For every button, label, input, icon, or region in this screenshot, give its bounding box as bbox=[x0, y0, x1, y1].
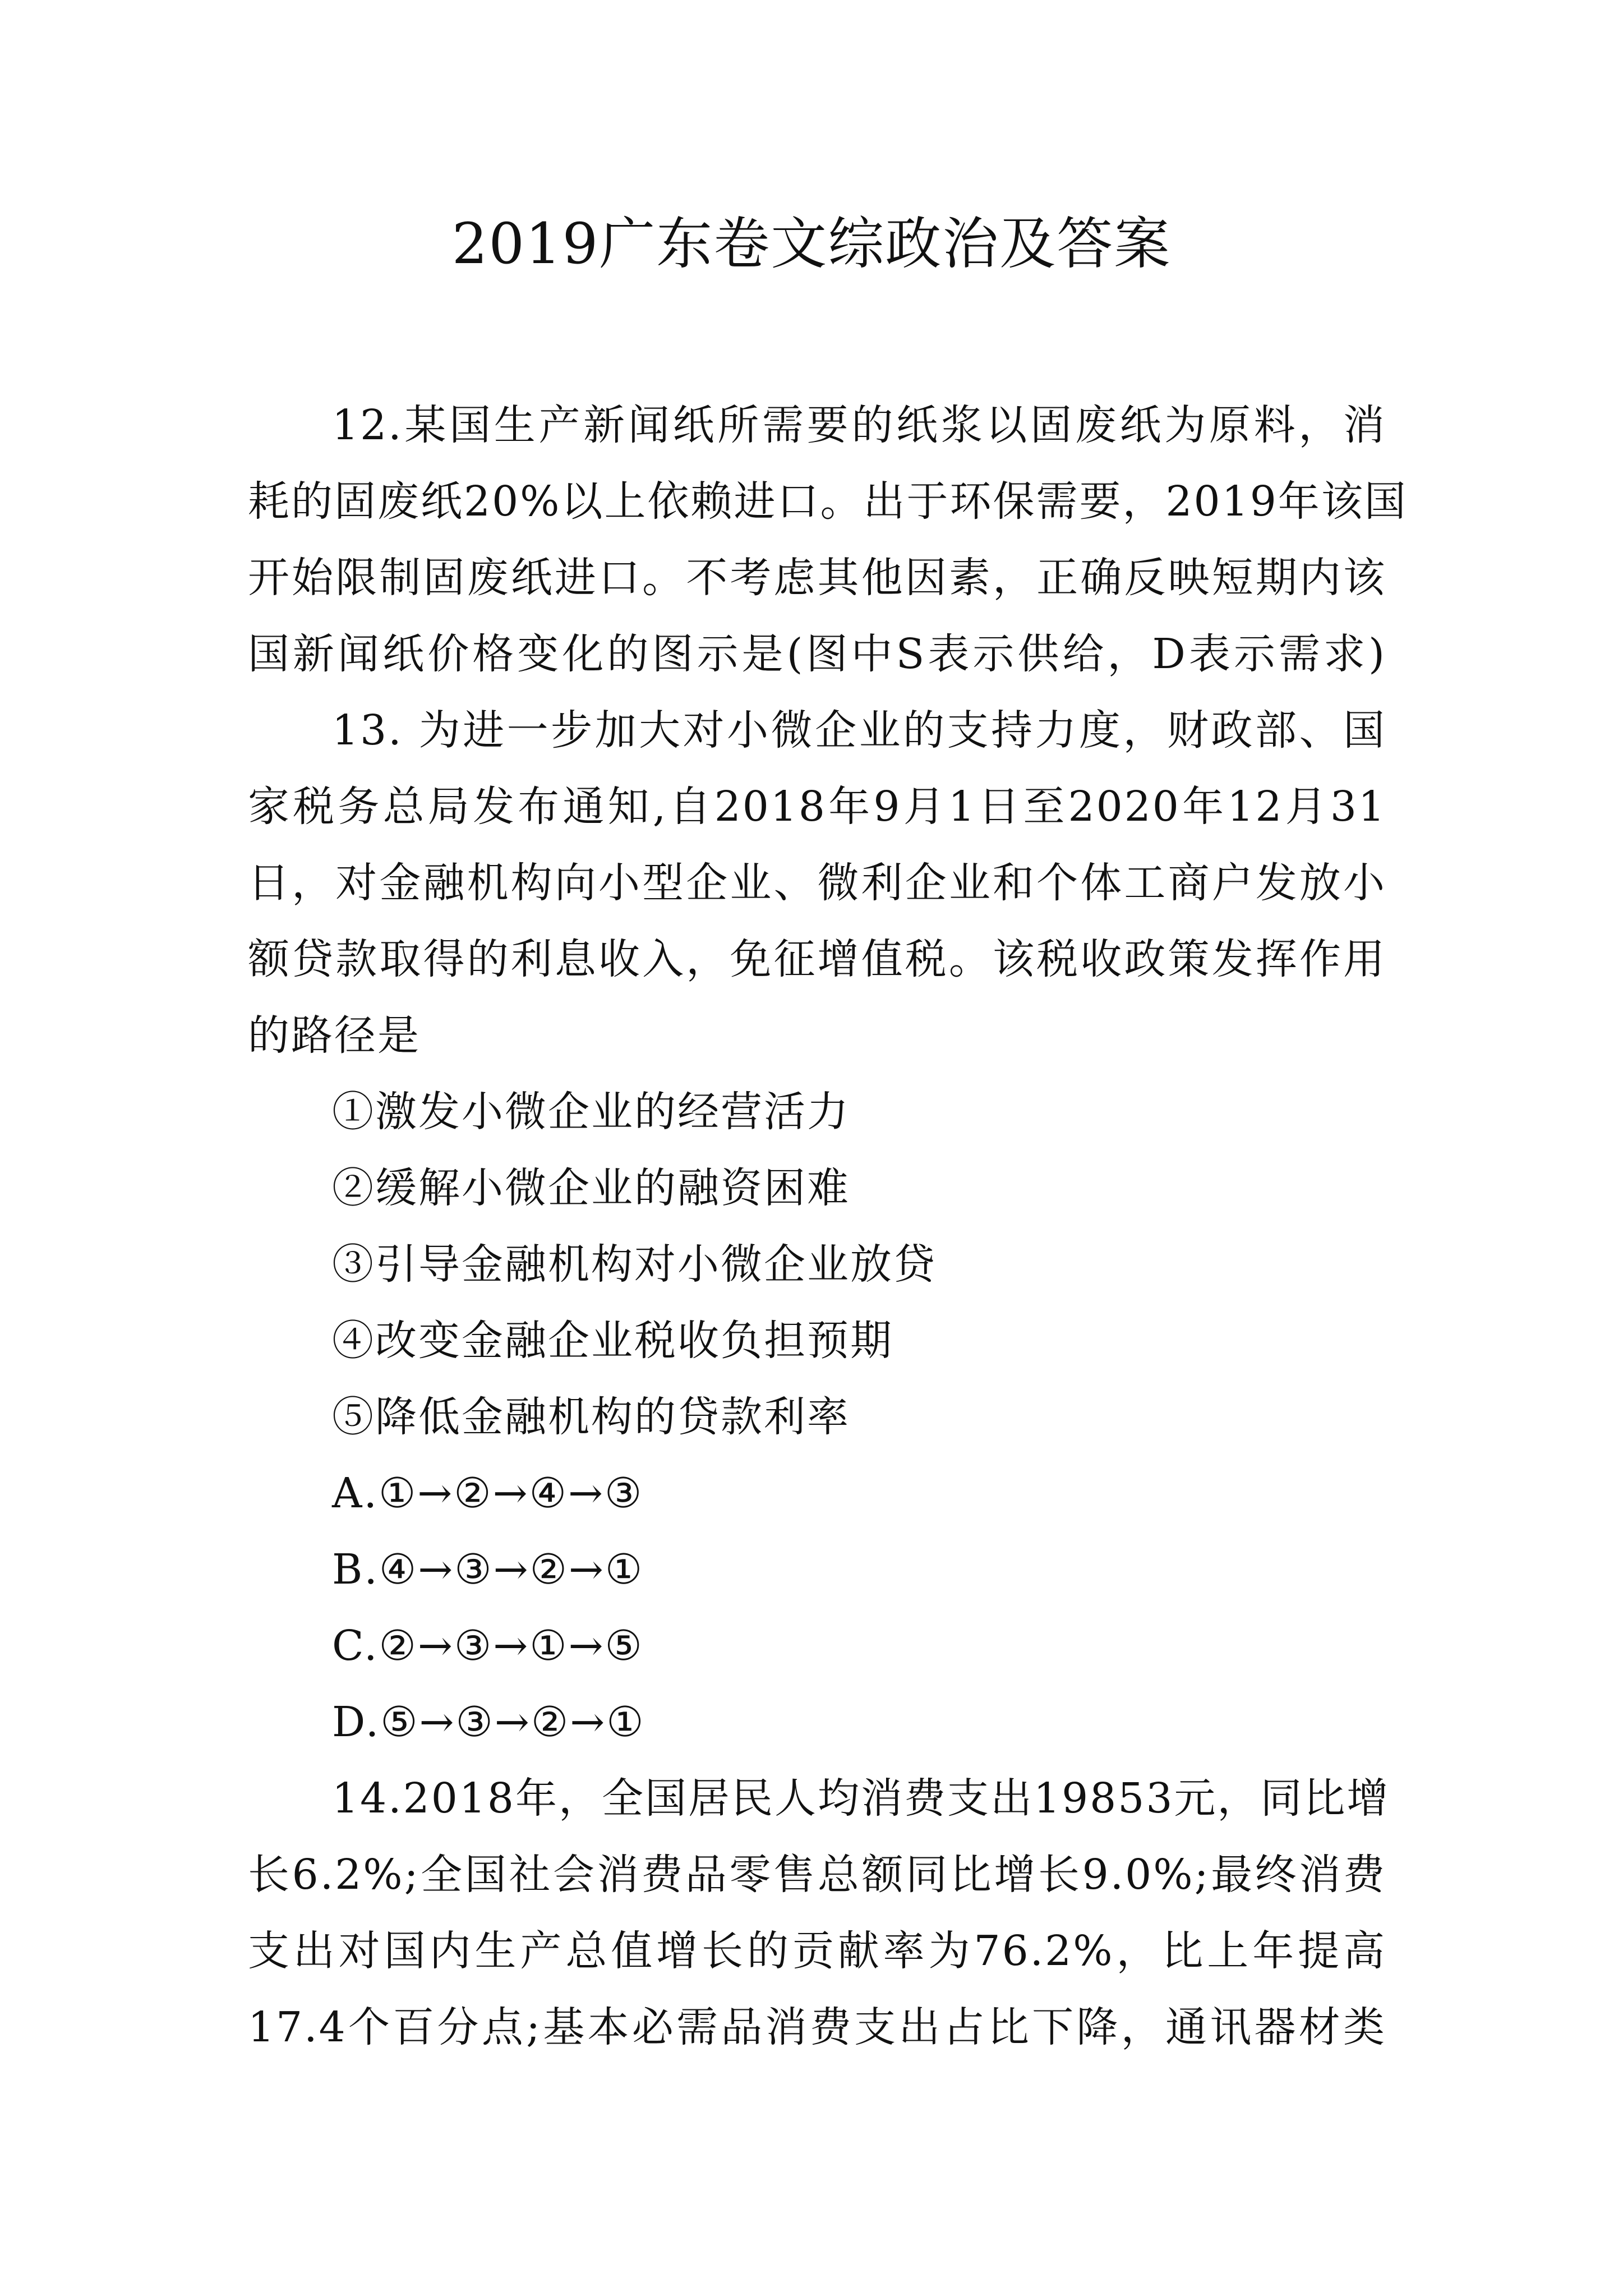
q13-item-1: ①激发小微企业的经营活力 bbox=[332, 1088, 850, 1136]
q14-line-4: 17.4个百分点;基本必需品消费支出占比下降，通讯器材类 bbox=[248, 2003, 1386, 2051]
q13-item-4: ④改变金融企业税收负担预期 bbox=[332, 1317, 893, 1365]
q13-option-b: B.④→③→②→① bbox=[332, 1545, 644, 1594]
q13-option-a: A.①→②→④→③ bbox=[332, 1469, 644, 1517]
q12-line-2: 耗的固废纸20%以上依赖进口。出于环保需要，2019年该国 bbox=[248, 477, 1408, 526]
q13-line-3: 日，对金融机构向小型企业、微利企业和个体工商户发放小 bbox=[248, 859, 1386, 907]
q13-option-c: C.②→③→①→⑤ bbox=[332, 1622, 644, 1670]
q14-line-2: 长6.2%;全国社会消费品零售总额同比增长9.0%;最终消费 bbox=[248, 1851, 1386, 1899]
document-title: 2019广东卷文综政治及答案 bbox=[451, 211, 1172, 277]
q13-line-5: 的路径是 bbox=[248, 1011, 421, 1060]
q13-item-3: ③引导金融机构对小微企业放贷 bbox=[332, 1240, 937, 1289]
q14-line-3: 支出对国内生产总值增长的贡献率为76.2%，比上年提高 bbox=[248, 1927, 1386, 1975]
q13-line-4: 额贷款取得的利息收入，免征增值税。该税收政策发挥作用 bbox=[248, 935, 1386, 983]
q13-option-d: D.⑤→③→②→① bbox=[332, 1698, 645, 1746]
q13-line-2: 家税务总局发布通知,自2018年9月1日至2020年12月31 bbox=[248, 783, 1386, 831]
q13-line-1: 13. 为进一步加大对小微企业的支持力度，财政部、国 bbox=[332, 706, 1386, 754]
q12-line-3: 开始限制固废纸进口。不考虑其他因素，正确反映短期内该 bbox=[248, 554, 1386, 602]
q13-item-2: ②缓解小微企业的融资困难 bbox=[332, 1164, 850, 1212]
q12-line-4: 国新闻纸价格变化的图示是(图中S表示供给，D表示需求) bbox=[248, 630, 1386, 678]
q13-item-5: ⑤降低金融机构的贷款利率 bbox=[332, 1393, 850, 1441]
document-body bbox=[248, 387, 1408, 2065]
q12-line-1: 12.某国生产新闻纸所需要的纸浆以固废纸为原料，消 bbox=[332, 401, 1386, 449]
q14-line-1: 14.2018年，全国居民人均消费支出19853元，同比增 bbox=[332, 1774, 1390, 1823]
